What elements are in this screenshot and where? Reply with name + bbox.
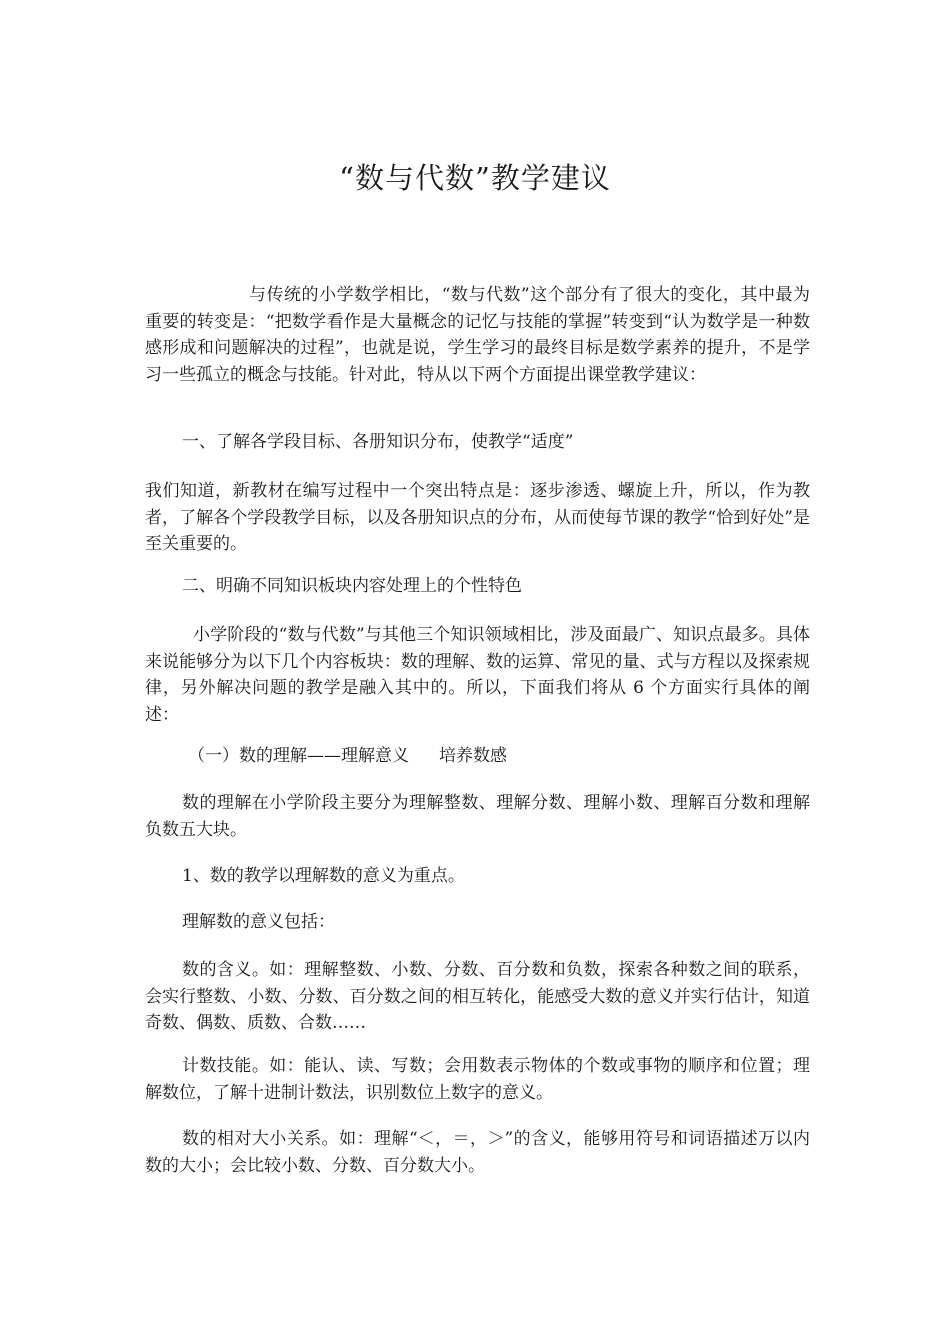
meaning-item-2: 计数技能。如：能认、读、写数；会用数表示物体的个数或事物的顺序和位置；理解数位，了解十进制计数法，识别数位上数字的意义。 — [145, 1056, 810, 1103]
section1-paragraph: 我们知道，新教材在编写过程中一个突出特点是：逐步渗透、螺旋上升，所以，作为教者，了解各个学段教学目标，以及各册知识点的分布，从而使每节课的教学“恰到好处”是至关重要的。 — [145, 481, 810, 554]
section1-heading: 一、了解各学段目标、各册知识分布，使教学“适度” — [182, 432, 574, 452]
document-title: “数与代数”教学建议 — [339, 161, 611, 195]
subsection1-heading-part-b: 培养数感 — [439, 746, 507, 766]
meaning-item-1: 数的含义。如：理解整数、小数、分数、百分数和负数，探索各种数之间的联系，会实行整数、小数、分数、百分数之间的相互转化，能感受大数的意义并实行估计，知道奇数、偶数、质数、合数…… — [145, 960, 810, 1033]
point1-lead: 理解数的意义包括： — [182, 912, 335, 932]
subsection1-heading — [188, 743, 507, 769]
section2-paragraph: 小学阶段的“数与代数”与其他三个知识领域相比，涉及面最广、知识点最多。具体来说能够分为以下几个内容板块：数的理解、数的运算、常见的量、式与方程以及探索规律，另外解决问题的教学是融入其中的。所以，下面我们将从 6 个方面实行具体的阐述： — [145, 625, 810, 725]
point1-heading: 1、数的教学以理解数的意义为重点。 — [182, 866, 465, 886]
subsection1-paragraph: 数的理解在小学阶段主要分为理解整数、理解分数、理解小数、理解百分数和理解负数五大块。 — [145, 793, 810, 840]
subsection1-heading-part-a: （一）数的理解——理解意义 — [188, 746, 409, 766]
section2-heading: 二、明确不同知识板块内容处理上的个性特色 — [182, 576, 522, 596]
meaning-item-3: 数的相对大小关系。如：理解“＜，＝，＞”的含义，能够用符号和词语描述万以内数的大小；会比较小数、分数、百分数大小。 — [145, 1129, 810, 1176]
intro-paragraph: 与传统的小学数学相比，“数与代数”这个部分有了很大的变化，其中最为重要的转变是：“把数学看作是大量概念的记忆与技能的掌握”转变到“认为数学是一种数感形成和问题解决的过程”，也就是说，学生学习的最终目标是数学素养的提升，不是学习一些孤立的概念与技能。针对此，特从以下两个方面提出课堂教学建议： — [145, 285, 810, 385]
